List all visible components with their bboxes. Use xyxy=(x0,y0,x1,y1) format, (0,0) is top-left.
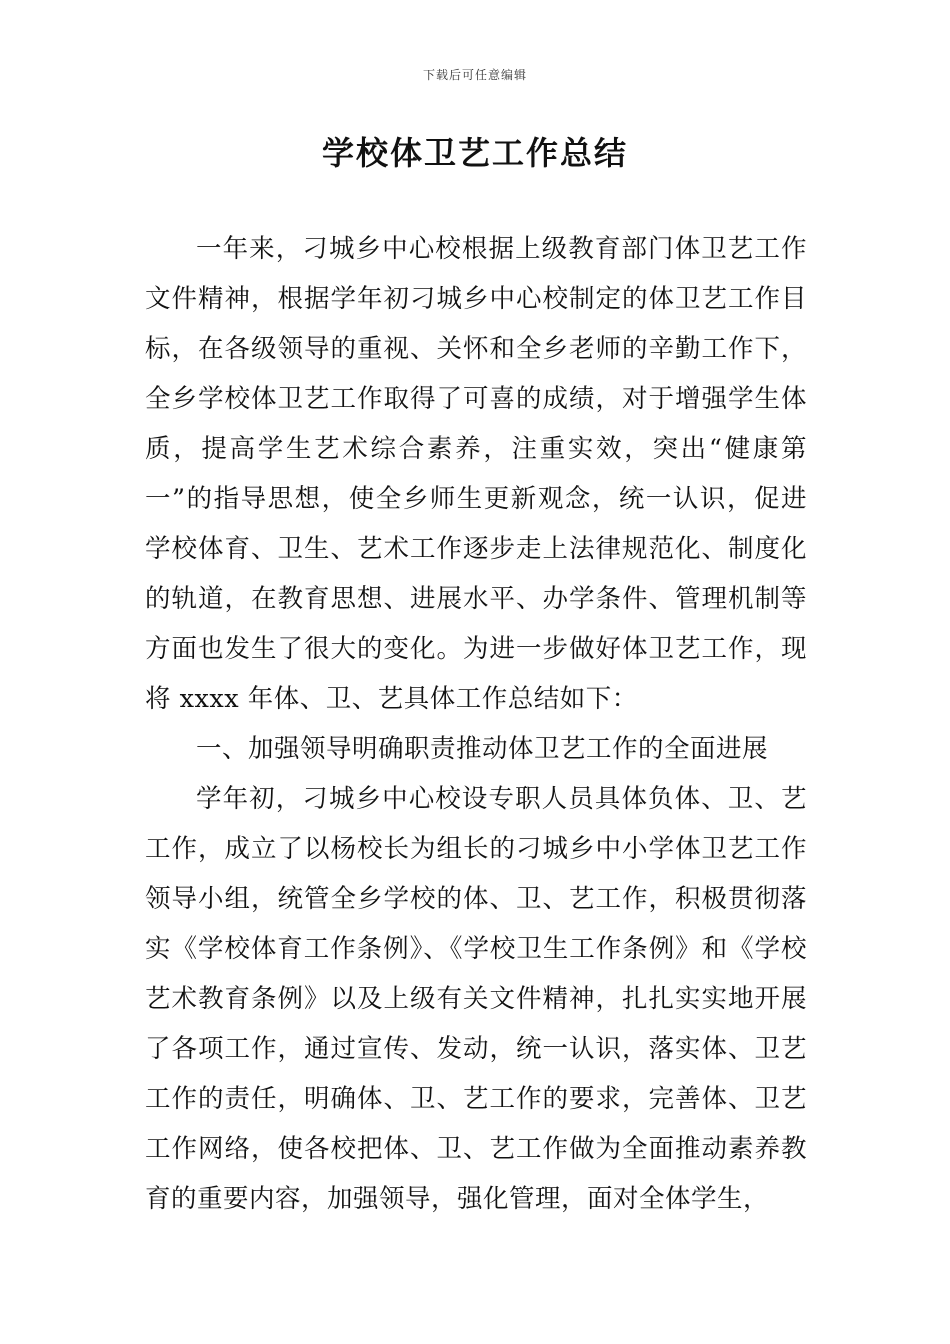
document-body xyxy=(145,224,807,1224)
section-heading-1: 一、加强领导明确职责推动体卫艺工作的全面进展 xyxy=(196,734,769,764)
paragraph-intro: 一年来，刁城乡中心校根据上级教育部门体卫艺工作文件精神，根据学年初刁城乡中心校制定的体卫艺工作目标，在各级领导的重视、关怀和全乡老师的辛勤工作下，全乡学校体卫艺工作取得了可喜的成绩，对于增强学生体质，提高学生艺术综合素养，注重实效，突出“健康第一”的指导思想，使全乡师生更新观念，统一认识，促进学校体育、卫生、艺术工作逐步走上法律规范化、制度化的轨道，在教育思想、进展水平、办学条件、管理机制等方面也发生了很大的变化。为进一步做好体卫艺工作，现将 xxxx 年体、卫、艺具体工作总结如下： xyxy=(145,234,807,714)
header-note: 下载后可任意编辑 xyxy=(422,68,527,82)
document-title: 学校体卫艺工作总结 xyxy=(321,134,628,172)
paragraph-section-1: 学年初，刁城乡中心校设专职人员具体负体、卫、艺工作，成立了以杨校长为组长的刁城乡中小学体卫艺工作领导小组，统管全乡学校的体、卫、艺工作，积极贯彻落实《学校体育工作条例》、《学校卫生工作条例》和《学校艺术教育条例》以及上级有关文件精神，扎扎实实地开展了各项工作，通过宣传、发动，统一认识，落实体、卫艺工作的责任，明确体、卫、艺工作的要求，完善体、卫艺工作网络，使各校把体、卫、艺工作做为全面推动素养教育的重要内容，加强领导，强化管理，面对全体学生， xyxy=(145,784,807,1214)
